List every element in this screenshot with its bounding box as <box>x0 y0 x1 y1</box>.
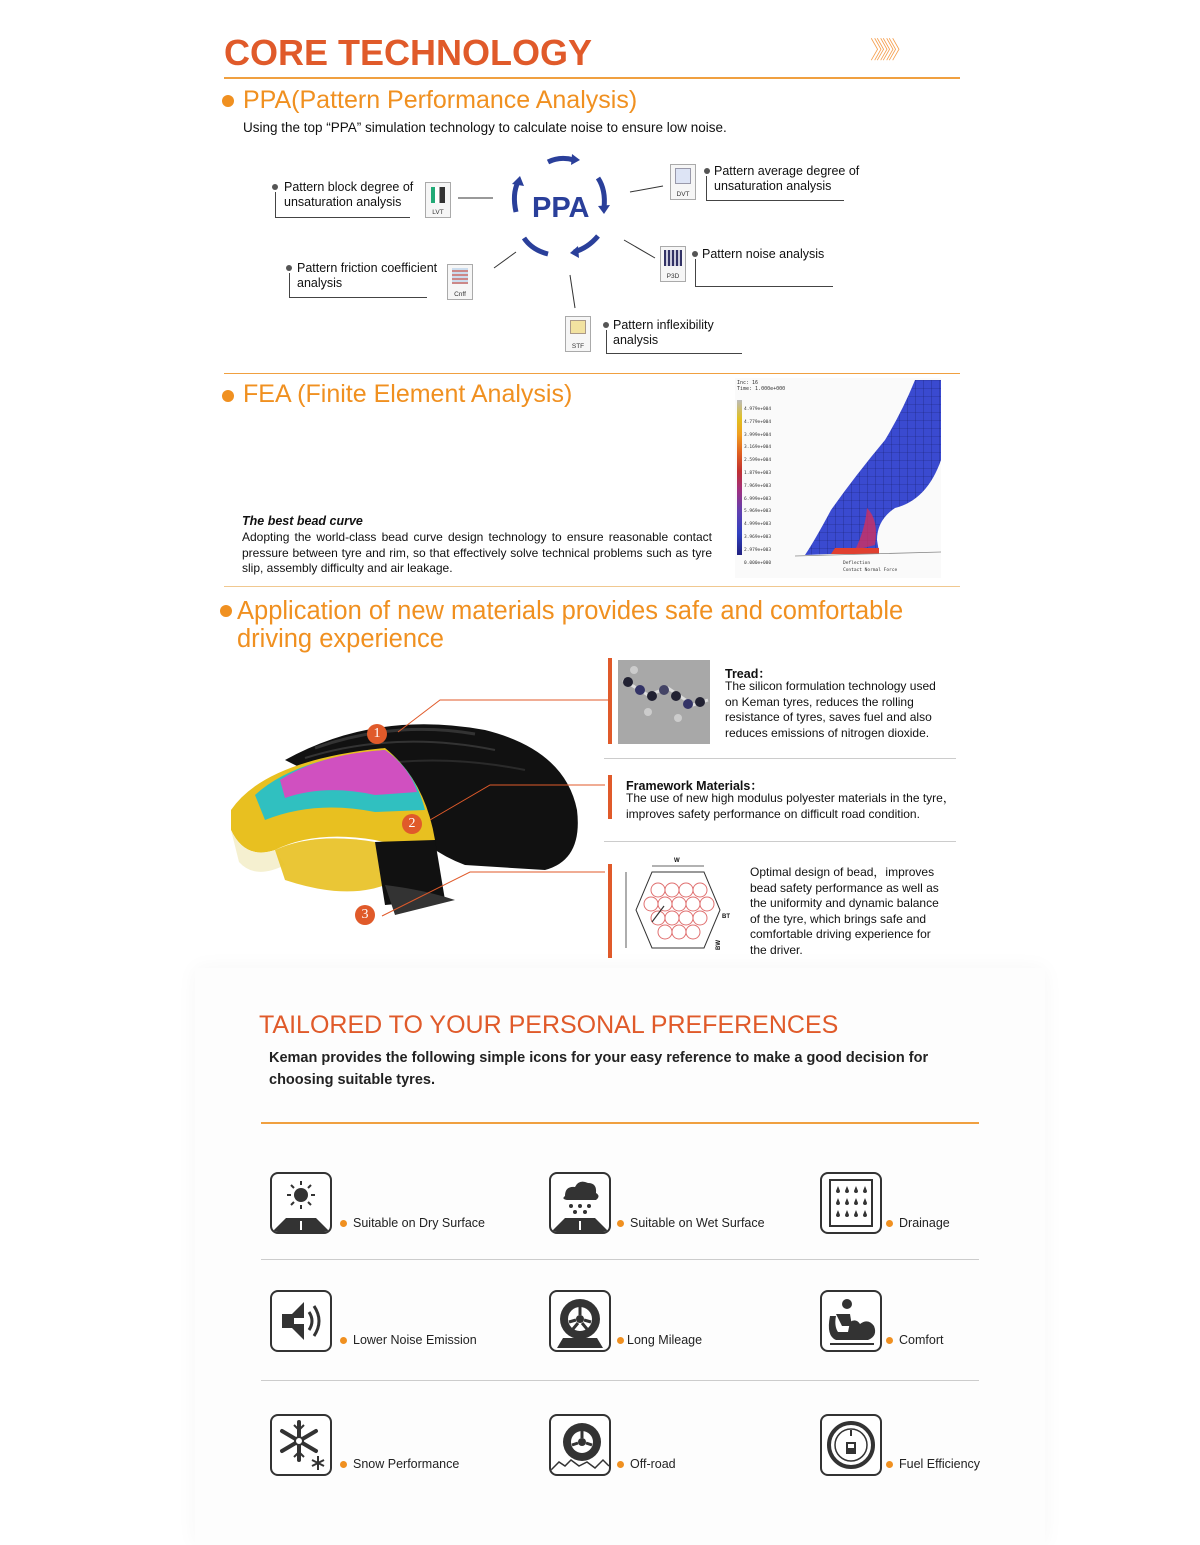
divider <box>695 259 696 287</box>
orange-bullet-icon <box>617 1461 624 1468</box>
ppa-center-label: PPA <box>532 192 590 224</box>
fea-figure <box>735 378 941 578</box>
ppa-item-friction: Pattern friction coefficient analysis <box>297 261 438 290</box>
ppa-item-average-degree: Pattern average degree of unsaturation analysis <box>714 164 860 193</box>
sun-road-icon <box>270 1172 332 1234</box>
fea-bullet-icon <box>222 390 234 402</box>
bead-label-bw: BW <box>716 940 722 950</box>
dvt-caption: DVT <box>676 191 690 198</box>
legend-value: 1.879e+003 <box>744 470 772 476</box>
rain-road-icon <box>549 1172 611 1234</box>
marker-1 <box>367 724 387 744</box>
p3d-chart-icon <box>660 246 686 282</box>
lvt-caption: LVT <box>432 209 444 216</box>
pref-text: Comfort <box>899 1333 944 1347</box>
cnff-caption: Cnff <box>454 291 466 298</box>
legend-value: 4.999e+003 <box>744 522 772 528</box>
pref-text: Suitable on Wet Surface <box>630 1216 765 1230</box>
tread-molecule-image <box>618 660 710 744</box>
divider <box>606 353 742 354</box>
dvt-chart-icon <box>670 164 696 200</box>
fea-color-legend <box>737 400 742 555</box>
preferences-intro: Keman provides the following simple icons for your easy reference to make a good decision for choosing suitable tyres. <box>269 1050 929 1088</box>
snowflake-icon <box>270 1414 332 1476</box>
marker-2 <box>402 814 422 834</box>
pref-text: Lower Noise Emission <box>353 1333 477 1347</box>
marker-number: 1 <box>373 726 381 741</box>
drainage-icon <box>820 1172 882 1234</box>
preferences-divider <box>261 1122 979 1124</box>
marker-number: 3 <box>361 907 369 922</box>
divider <box>604 841 956 842</box>
ppa-divider <box>224 373 960 374</box>
orange-bullet-icon <box>617 1220 624 1227</box>
orange-bullet-icon <box>886 1337 893 1344</box>
divider <box>695 286 833 287</box>
comfort-seat-icon <box>820 1290 882 1352</box>
cnff-chart-icon <box>447 264 473 300</box>
stf-caption: STF <box>571 343 585 350</box>
pref-text: Drainage <box>899 1216 950 1230</box>
fuel-gauge-icon <box>820 1414 882 1476</box>
fea-legend-values <box>744 404 771 570</box>
pref-label-fuel-efficiency <box>886 1457 980 1471</box>
pref-text: Snow Performance <box>353 1457 460 1471</box>
ppa-connectors <box>450 170 690 320</box>
fea-figure-header-2: Time: 1.000e+000 <box>737 386 786 392</box>
materials-heading: Application of new materials provides safe and comfortable driving experience <box>237 597 904 653</box>
ppa-intro: Using the top “PPA” simulation technology to calculate noise to ensure low noise. <box>243 120 727 135</box>
ppa-item-noise: Pattern noise analysis <box>702 247 825 261</box>
orange-bullet-icon <box>886 1220 893 1227</box>
title-divider <box>224 77 960 79</box>
divider <box>289 273 290 298</box>
molecule-icon <box>618 660 710 744</box>
pref-text: Long Mileage <box>627 1333 703 1347</box>
orange-bullet-icon <box>617 1337 624 1344</box>
speaker-icon <box>270 1290 332 1352</box>
offroad-wheel-icon <box>549 1414 611 1476</box>
bead-label-bt: BT <box>722 914 730 920</box>
pref-label-lower-noise <box>340 1333 477 1347</box>
framework-accent-bar <box>608 775 612 819</box>
orange-bullet-icon <box>340 1220 347 1227</box>
tread-accent-bar <box>608 658 612 744</box>
fea-subtitle: The best bead curve <box>242 514 363 528</box>
tread-text: The silicon formulation technology used on Keman tyres, reduces the rolling resistance of tyres, saves fuel and also reduces emissions of nitrogen dioxide. <box>725 679 936 740</box>
orange-bullet-icon <box>340 1461 347 1468</box>
materials-bullet-icon <box>220 605 232 617</box>
ppa-bullet-icon <box>222 95 234 107</box>
page-title: CORE TECHNOLOGY <box>224 32 593 73</box>
legend-value: 5.969e+003 <box>744 509 772 515</box>
legend-value: 6.999e+003 <box>744 496 772 502</box>
wheel-icon <box>549 1290 611 1352</box>
bullet-icon <box>286 265 292 271</box>
divider <box>604 758 956 759</box>
bullet-icon <box>704 168 710 174</box>
marker-3 <box>355 905 375 925</box>
framework-text: The use of new high modulus polyester materials in the tyre，improves safety performance on difficult road condition. <box>626 791 955 821</box>
legend-value: 2.599e+004 <box>744 458 772 464</box>
pref-label-dry-surface <box>340 1216 485 1230</box>
legend-value: 4.979e+004 <box>744 407 772 412</box>
orange-bullet-icon <box>340 1337 347 1344</box>
fea-figure-footer-1: Deflection <box>843 561 871 566</box>
divider <box>706 176 707 201</box>
bead-label-w: W <box>674 858 680 864</box>
legend-value: 4.779e+004 <box>744 419 772 425</box>
bullet-icon <box>692 251 698 257</box>
ppa-item-inflexibility: Pattern inflexibility analysis <box>613 318 714 347</box>
fea-description: Adopting the world-class bead curve design technology to ensure reasonable contact pressure between tyre and rim, so that effectively solve technical problems such as tyre slip, assembly difficulty and air leakage. <box>242 530 712 575</box>
legend-value: 7.969e+003 <box>744 483 772 489</box>
pref-label-wet-surface <box>617 1216 765 1230</box>
pref-label-snow <box>340 1457 459 1471</box>
fea-figure-footer-2: Contact Normal Force <box>843 568 898 573</box>
bead-diagram <box>622 858 734 956</box>
pref-text: Suitable on Dry Surface <box>353 1216 486 1230</box>
divider <box>275 217 410 218</box>
framework-title: Framework Materials： <box>626 779 763 793</box>
legend-value: 2.979e+003 <box>744 547 772 553</box>
chevron-arrows-icon: 》》》》 <box>870 37 906 64</box>
fea-figure-header-1: Inc: 16 <box>737 380 759 386</box>
bullet-icon <box>272 184 278 190</box>
lvt-chart-icon <box>425 182 451 218</box>
divider <box>606 330 607 354</box>
legend-value: 3.969e+003 <box>744 534 772 540</box>
p3d-caption: P3D <box>666 273 680 280</box>
tread-title: Tread： <box>725 667 771 681</box>
preferences-heading: TAILORED TO YOUR PERSONAL PREFERENCES <box>259 1011 839 1039</box>
fea-heading: FEA (Finite Element Analysis) <box>243 380 573 408</box>
pref-label-comfort <box>886 1333 943 1347</box>
legend-value: 0.000e+000 <box>744 560 772 566</box>
legend-value: 3.999e+004 <box>744 432 772 438</box>
bead-text: Optimal design of bead，improves bead safety performance as well as the uniformity and dynamic balance of the tyre, which brings safe and comfortable driving experience for the driver. <box>750 865 939 957</box>
orange-bullet-icon <box>886 1461 893 1468</box>
ppa-heading: PPA(Pattern Performance Analysis) <box>243 86 638 114</box>
pref-text: Fuel Efficiency <box>899 1457 981 1471</box>
legend-value: 3.169e+004 <box>744 445 772 451</box>
bead-accent-bar <box>608 864 612 958</box>
divider <box>706 200 844 201</box>
bullet-icon <box>603 322 609 328</box>
ppa-item-block-degree: Pattern block degree of unsaturation analysis <box>284 180 414 209</box>
fea-divider <box>224 586 960 587</box>
pref-label-long-mileage <box>617 1333 702 1347</box>
divider <box>261 1380 979 1381</box>
fea-bead-mesh <box>795 380 941 558</box>
marker-leader-lines <box>360 690 620 930</box>
divider <box>275 192 276 218</box>
divider <box>289 297 427 298</box>
pref-text: Off-road <box>630 1457 676 1471</box>
marker-number: 2 <box>408 816 416 831</box>
pref-label-offroad <box>617 1457 676 1471</box>
pref-label-drainage <box>886 1216 950 1230</box>
divider <box>261 1259 979 1260</box>
stf-chart-icon <box>565 316 591 352</box>
